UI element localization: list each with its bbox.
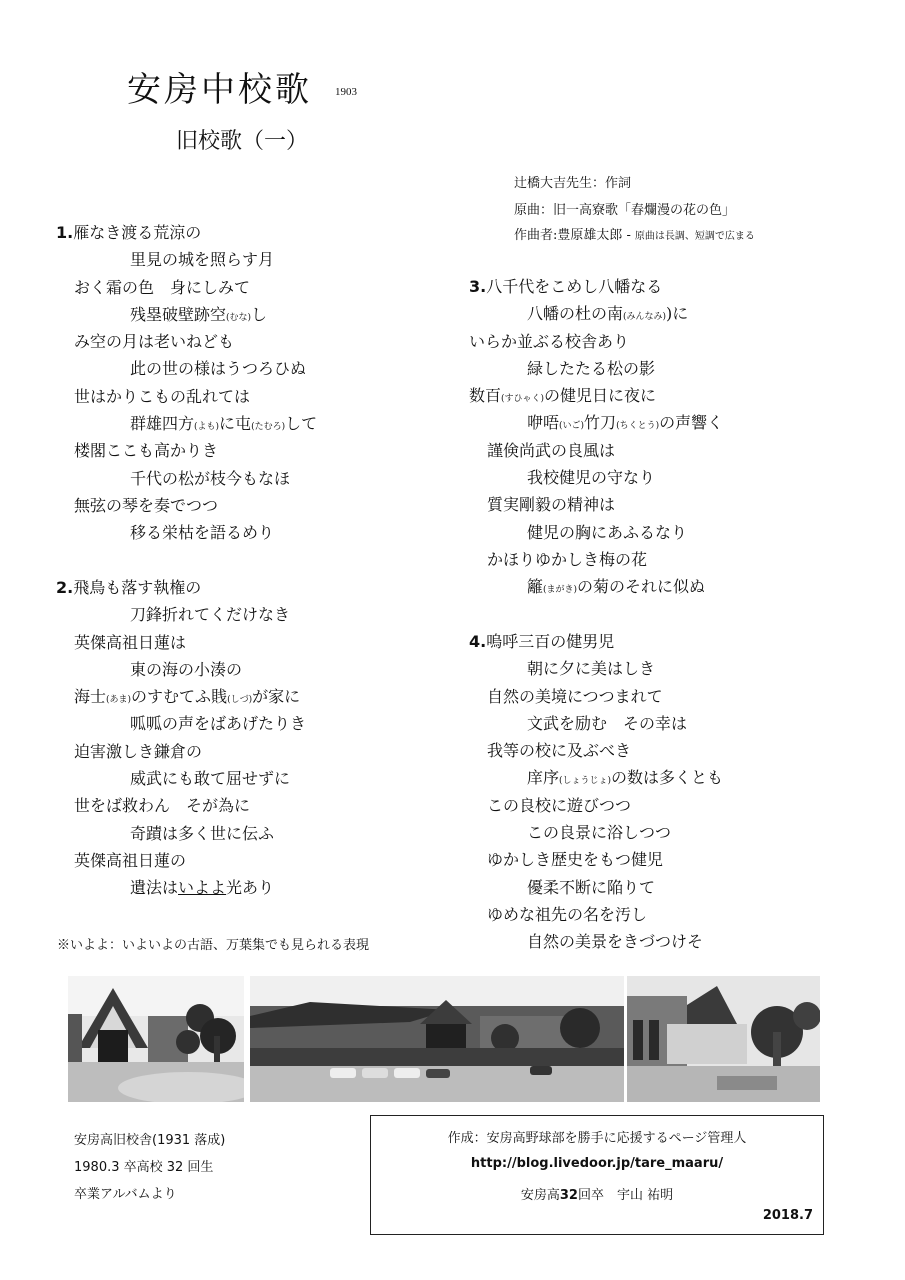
verse-line: 1.雁なき渡る荒涼の: [56, 223, 202, 242]
verse-line: 優柔不断に陥りて: [527, 877, 656, 897]
verse-line: 八幡の杜の南(みんなみ))に: [527, 304, 689, 324]
verse-number: 1.: [56, 223, 74, 242]
verse-line: 此の世の様はうつろひぬ: [130, 359, 307, 379]
ruby-reading: (たむろ): [251, 422, 286, 433]
verse-line: 咿唔(いご)竹刀(ちくとう)の声響く: [527, 413, 724, 433]
verse-line: 海士(あま)のすむてふ賎(しづ)が家に: [74, 687, 301, 707]
verse-line: 迫害激しき鎌倉の: [74, 741, 203, 761]
credit-composer: [514, 224, 755, 243]
credit-lyrics: 辻橋大吉先生：作詞: [514, 176, 632, 191]
author-credit: 作成：安房高野球部を勝手に応援するページ管理人: [447, 1131, 747, 1146]
verse-4: [469, 628, 723, 956]
credit-composer-note: 原曲は長調、短調で広まる: [634, 231, 755, 242]
page-title: 安房中校歌: [127, 70, 312, 110]
verse-line: 残塁破壁跡空(むな)し: [130, 304, 268, 324]
verse-line: かほりゆかしき梅の花: [487, 549, 648, 569]
verse-line: いらか並ぶる校舎あり: [469, 331, 630, 351]
photo-caption: 1980.3 卒高校 32 回生: [74, 1160, 214, 1175]
verse-line: 刀鋒折れてくだけなき: [130, 605, 291, 625]
verse-line: 謹倹尚武の良風は: [487, 440, 616, 460]
verse-line: 我校健児の守なり: [527, 468, 656, 488]
verse-1: [56, 219, 317, 547]
ruby-reading: (いご): [559, 421, 585, 432]
verse-line: 我等の校に及ぶべき: [487, 741, 632, 761]
author-graduation: 安房高32回卒 宇山 祐明: [520, 1188, 674, 1203]
photo-caption: 安房高旧校舎(1931 落成): [74, 1133, 226, 1148]
blog-url-link[interactable]: http://blog.livedoor.jp/tare_maaru/: [470, 1156, 724, 1171]
verse-line: 3.八千代をこめし八幡なる: [469, 277, 663, 296]
ruby-reading: (むな): [226, 312, 252, 323]
verse-line: 朝に夕に美はしき: [527, 659, 656, 679]
ruby-reading: (すひゃく): [501, 394, 545, 405]
verse-line: 質実剛毅の精神は: [487, 495, 616, 515]
verse-line: 籬(まがき)の菊のそれに似ぬ: [527, 577, 706, 597]
photo-caption: 卒業アルバムより: [74, 1187, 177, 1202]
school-garden-photo: [627, 976, 820, 1102]
verse-line: 楼閣ここも高かりき: [74, 441, 219, 461]
ruby-reading: (みんなみ): [623, 312, 667, 323]
footnote: ※いよよ：いよいよの古語、万葉集でも見られる表現: [57, 938, 370, 953]
title-year: 1903: [335, 86, 357, 98]
verse-line: 千代の松が枝今もなほ: [130, 468, 291, 488]
verse-line: 呱呱の声をばあげたりき: [130, 714, 307, 734]
verse-line: 東の海の小湊の: [130, 659, 243, 679]
verse-line: 健児の胸にあふるなり: [527, 522, 688, 542]
underlined-word: いよよ: [178, 878, 227, 898]
verse-line: 世はかりこもの乱れては: [74, 386, 251, 406]
verse-number: 2.: [56, 578, 74, 597]
ruby-reading: (ちくとう): [616, 421, 660, 432]
verse-line: 無弦の琴を奏でつつ: [74, 495, 219, 515]
verse-line: おく霜の色 身にしみて: [74, 277, 251, 297]
verse-line: この良校に遊びつつ: [487, 795, 632, 815]
ruby-reading: (まがき): [543, 585, 578, 596]
page-subtitle: 旧校歌（一）: [176, 129, 309, 154]
verse-line: 庠序(しょうじょ)の数は多くとも: [527, 768, 724, 788]
verse-line: 遺法はいよよ光あり: [130, 878, 275, 898]
verse-line: ゆめな祖先の名を汚し: [487, 904, 648, 924]
credit-composer-name: 作曲者:豊原雄太郎 -: [514, 228, 631, 243]
document-date: 2018.7: [762, 1208, 813, 1223]
ruby-reading: (よも): [194, 422, 220, 433]
verse-line: 威武にも敢て屈せずに: [130, 769, 291, 789]
school-panorama-photo: [250, 976, 624, 1102]
verse-line: ゆかしき歴史をもつ健児: [487, 850, 664, 870]
verse-number: 3.: [469, 277, 487, 296]
verse-line: 自然の美景をきづつけそ: [527, 932, 704, 952]
verse-3: [469, 273, 723, 601]
verse-line: この良景に浴しつつ: [527, 823, 672, 843]
verse-line: 里見の城を照らす月: [130, 250, 275, 270]
ruby-reading: (しづ): [227, 695, 253, 706]
verse-line: 2.飛鳥も落す執権の: [56, 578, 202, 597]
verse-number: 4.: [469, 632, 487, 651]
verse-line: 数百(すひゃく)の健児日に夜に: [469, 386, 657, 406]
credit-original-song: 原曲：旧一高寮歌「春爛漫の花の色」: [514, 203, 736, 218]
verse-line: 奇蹟は多く世に伝ふ: [130, 823, 275, 843]
ruby-reading: (しょうじょ): [559, 776, 612, 787]
verse-line: 自然の美境につつまれて: [487, 686, 663, 706]
verse-line: 緑したたる松の影: [527, 358, 656, 378]
verse-line: み空の月は老いねども: [74, 332, 235, 352]
author-info-box: [370, 1115, 824, 1235]
verse-2: [56, 574, 306, 902]
school-building-photo: [68, 976, 244, 1102]
verse-line: 英傑高祖日蓮の: [74, 850, 187, 870]
verse-line: 群雄四方(よも)に屯(たむろ)して: [130, 414, 318, 434]
verse-line: 文武を励む その幸は: [527, 713, 688, 733]
ruby-reading: (あま): [106, 695, 132, 706]
verse-line: 移る栄枯を語るめり: [130, 523, 275, 543]
verse-line: 世をば救わん そが為に: [74, 796, 251, 816]
verse-line: 英傑高祖日蓮は: [74, 632, 187, 652]
verse-line: 4.嗚呼三百の健男児: [469, 632, 615, 651]
